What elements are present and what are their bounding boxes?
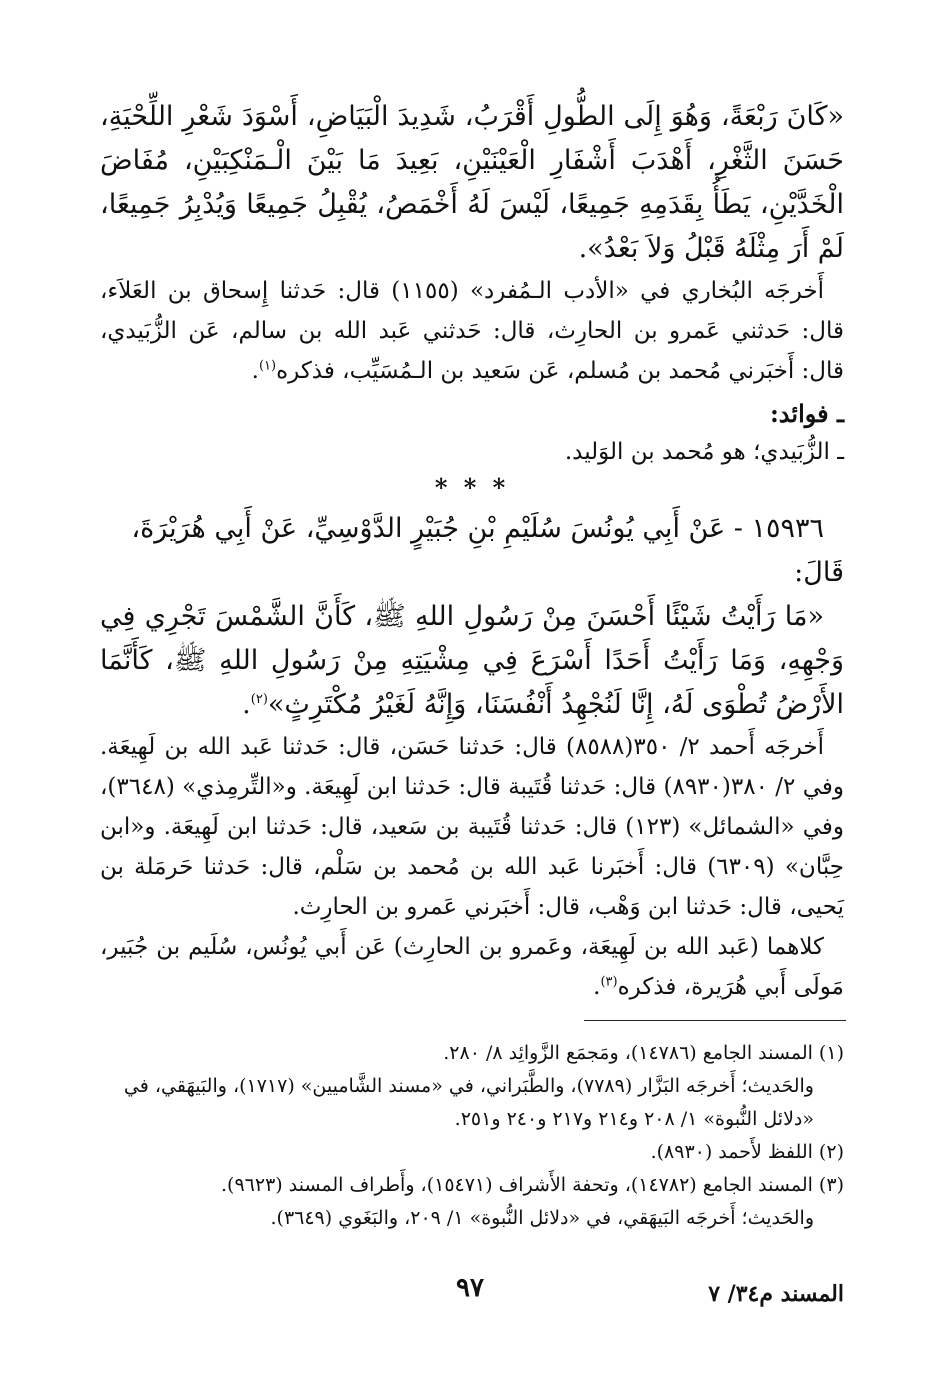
section-separator: * * *	[434, 473, 510, 502]
footnote-ref-1[interactable]: (١)	[258, 358, 277, 374]
page-number: ٩٧	[456, 1273, 484, 1303]
footnote-ref-3[interactable]: (٣)	[600, 974, 618, 990]
takhrij-1-text: أَخرجَه البُخاري في «الأدب الـمُفرد» (١١٥٥) قال: حَدثنا إِسحاق بن العَلاَء، قال: حَدثني عَمرو بن الحارِث، قال: حَدثني عَبد الله بن سالم، عَن الزُّبَيدي، قال: أَخبَرني مُحمد بن مُسلم، عَن سَعيد بن الـمُسَيِّب، فذكره	[100, 278, 844, 384]
takhrij-3-text: كلاهما (عَبد الله بن لَهِيعَة، وعَمرو بن الحارِث) عَن أَبي يُونُس، سُلَيم بن جُبَير، مَولَى أَبي هُرَيرة، فذكره	[100, 934, 844, 1000]
footnote-1-continued: والحَديث؛ أَخرجَه البَزَّار (٧٧٨٩)، والطَّبَراني، في «مسند الشَّاميين» (١٧١٧)، والبَيهَقي، في «دلائل النُّبوة» ١/ ٢٠٨ و٢١٤ و٢١٧ و٢٤٠ و٢٥١.	[123, 1075, 814, 1130]
footnote-1: (١) المسند الجامع (١٤٧٨٦)، ومَجمَع الزَّوائِد ٨/ ٢٨٠.	[443, 1042, 844, 1064]
fawaid-item: ـ الزُّبَيدي؛ هو مُحمد بن الوَليد.	[564, 439, 844, 465]
main-text	[100, 95, 844, 1007]
footnote-separator	[584, 1020, 846, 1021]
takhrij-3: كلاهما (عَبد الله بن لَهِيعَة، وعَمرو بن الحارِث) عَن أَبي يُونُس، سُلَيم بن جُبَير، مَولَى أَبي هُرَيرة، فذكره$^{(٣)}$.	[100, 934, 844, 1000]
takhrij-2: أَخرجَه أَحمد ٢/ ٣٥٠(٨٥٨٨) قال: حَدثنا حَسَن، قال: حَدثنا عَبد الله بن لَهِيعَة. وفي ٢/ ٣٨٠(٨٩٣٠) قال: حَدثنا قُتَيبة قال: حَدثنا ابن لَهِيعَة. و«التِّرمِذي» (٣٦٤٨)، وفي «الشمائل» (١٢٣) قال: حَدثنا قُتَيبة بن سَعيد، قال: حَدثنا ابن لَهِيعَة. و«ابن حِبَّان» (٦٣٠٩) قال: أَخبَرنا عَبد الله بن مُحمد بن سَلْم، قال: حَدثنا حَرمَلة بن يَحيى، قال: حَدثنا ابن وَهْب، قال: أَخبَرني عَمرو بن الحارِث.	[100, 734, 845, 920]
footnote-2: (٢) اللفظ لأَحمد (٨٩٣٠).	[650, 1141, 844, 1163]
hadith-header: ١٥٩٣٦ - عَنْ أَبِي يُونُسَ سُلَيْمِ بْنِ جُبَيْرٍ الدَّوْسِيِّ، عَنْ أَبِي هُرَيْرَةَ، قَالَ:	[131, 513, 844, 588]
fawaid-heading: ـ فوائد:	[769, 399, 844, 428]
signature-mark: المسند م٣٤/ ٧	[708, 1281, 844, 1307]
footnotes	[100, 1037, 844, 1235]
hadith-matn-2-text: «مَا رَأَيْتُ شَيْئًا أَحْسَنَ مِنْ رَسُولِ اللهِ ﷺ، كَأَنَّ الشَّمْسَ تَجْرِي فِي وَجْهِهِ، وَمَا رَأَيْتُ أَحَدًا أَسْرَعَ فِي مِشْيَتِهِ مِنْ رَسُولِ اللهِ ﷺ، كَأَنَّمَا الأَرْضُ تُطْوَى لَهُ، إِنَّا لَنُجْهِدُ أَنْفُسَنَا، وَإِنَّهُ لَغَيْرُ مُكْتَرِثٍ»	[100, 601, 844, 720]
footnote-ref-2[interactable]: (٢)	[250, 692, 268, 707]
hadith-matn-2: «مَا رَأَيْتُ شَيْئًا أَحْسَنَ مِنْ رَسُولِ اللهِ ﷺ، كَأَنَّ الشَّمْسَ تَجْرِي فِي وَجْهِهِ، وَمَا رَأَيْتُ أَحَدًا أَسْرَعَ فِي مِشْيَتِهِ مِنْ رَسُولِ اللهِ ﷺ، كَأَنَّمَا الأَرْضُ تُطْوَى لَهُ، إِنَّا لَنُجْهِدُ أَنْفُسَنَا، وَإِنَّهُ لَغَيْرُ مُكْتَرِثٍ»$^{(٢)}$.	[100, 601, 844, 720]
hadith-matn-1: «كَانَ رَبْعَةً، وَهُوَ إِلَى الطُّولِ أَقْرَبُ، شَدِيدَ الْبَيَاضِ، أَسْوَدَ شَعْرِ اللِّحْيَةِ، حَسَنَ الثَّغْرِ، أَهْدَبَ أَشْفَارِ الْعَيْنَيْنِ، بَعِيدَ مَا بَيْنَ الْـمَنْكِبَيْنِ، مُفَاضَ الْخَدَّيْنِ، يَطَأُ بِقَدَمِهِ جَمِيعًا، لَيْسَ لَهُ أَخْمَصُ، يُقْبِلُ جَمِيعًا وَيُدْبِرُ جَمِيعًا، لَمْ أَرَ مِثْلَهُ قَبْلُ وَلاَ بَعْدُ».	[100, 101, 844, 264]
footnote-3: (٣) المسند الجامع (١٤٧٨٢)، وتحفة الأَشراف (١٥٤٧١)، وأَطراف المسند (٩٦٢٣).	[221, 1174, 844, 1196]
footnote-3-continued: والحَديث؛ أَخرجَه البَيهَقي، في «دلائل النُّبوة» ١/ ٢٠٩، والبَغَوي (٣٦٤٩).	[270, 1207, 814, 1229]
takhrij-1: أَخرجَه البُخاري في «الأدب الـمُفرد» (١١٥٥) قال: حَدثنا إِسحاق بن العَلاَء، قال: حَدثني عَمرو بن الحارِث، قال: حَدثني عَبد الله بن سالم، عَن الزُّبَيدي، قال: أَخبَرني مُحمد بن مُسلم، عَن سَعيد بن الـمُسَيِّب، فذكره$^{(١)}$.	[100, 278, 844, 384]
